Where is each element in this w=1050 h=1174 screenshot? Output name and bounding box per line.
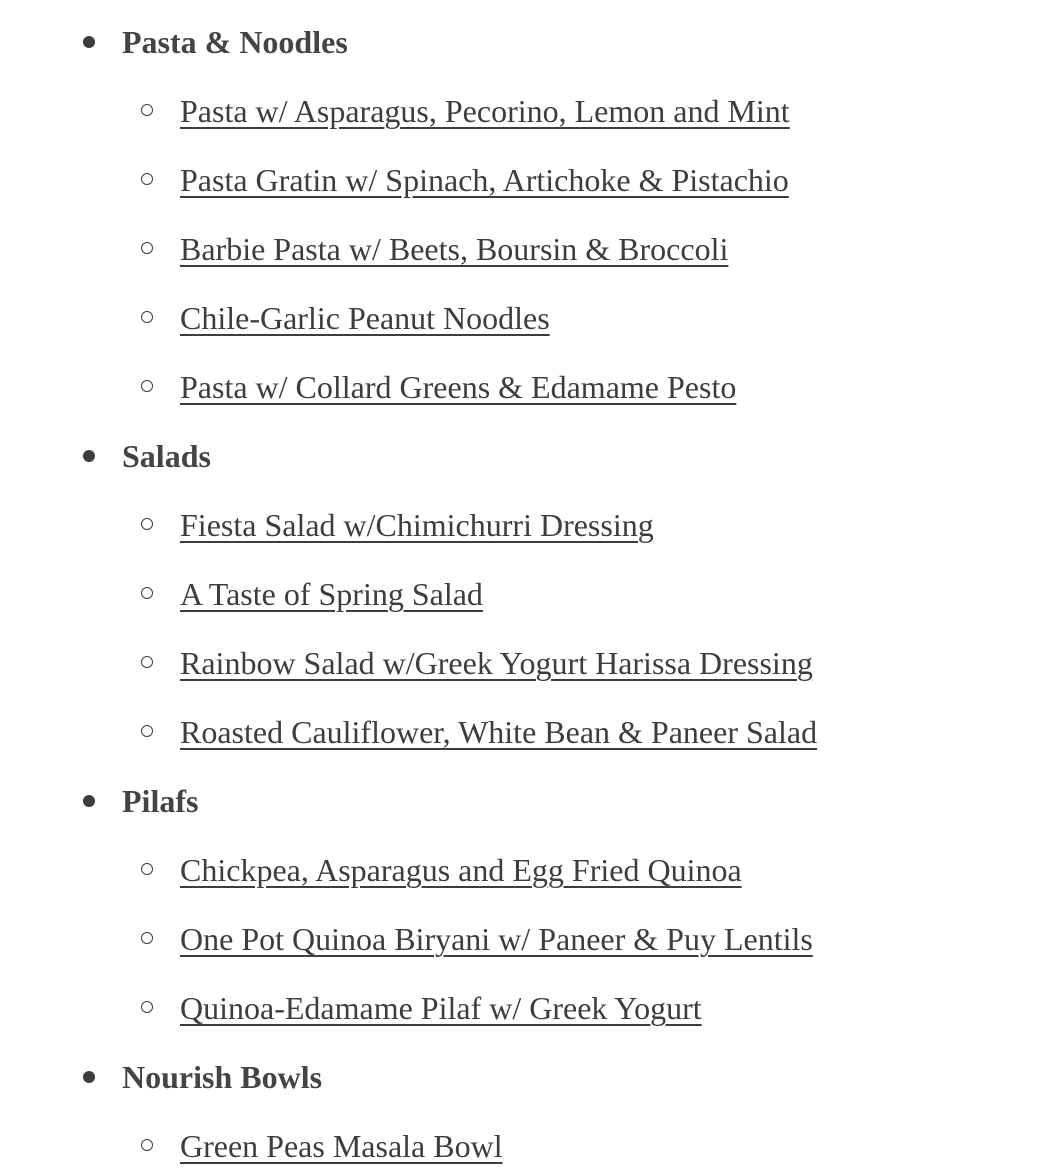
list-item — [0, 365, 1050, 434]
hollow-bullet-icon — [141, 173, 153, 185]
hollow-bullet-icon — [141, 242, 153, 254]
list-item — [0, 641, 1050, 710]
list-item — [0, 572, 1050, 641]
recipe-link[interactable]: Barbie Pasta w/ Beets, Boursin & Broccoli — [180, 231, 729, 267]
recipe-link[interactable]: Chickpea, Asparagus and Egg Fried Quinoa — [180, 852, 742, 888]
category-salads — [0, 434, 1050, 503]
recipe-link[interactable]: Rainbow Salad w/Greek Yogurt Harissa Dressing — [180, 645, 813, 681]
recipe-link[interactable]: Roasted Cauliflower, White Bean & Paneer Salad — [180, 714, 818, 750]
hollow-bullet-icon — [141, 932, 153, 944]
category-label: Nourish Bowls — [122, 1059, 323, 1095]
category-pasta-noodles — [0, 20, 1050, 89]
category-label: Pilafs — [122, 783, 199, 819]
hollow-bullet-icon — [141, 518, 153, 530]
recipe-link[interactable]: Pasta w/ Collard Greens & Edamame Pesto — [180, 369, 737, 405]
recipe-link[interactable]: Green Peas Masala Bowl — [180, 1128, 503, 1164]
recipe-link[interactable]: A Taste of Spring Salad — [180, 576, 483, 612]
hollow-bullet-icon — [141, 1139, 153, 1151]
hollow-bullet-icon — [141, 656, 153, 668]
category-label: Pasta & Noodles — [122, 24, 348, 60]
hollow-bullet-icon — [141, 725, 153, 737]
recipe-link[interactable]: One Pot Quinoa Biryani w/ Paneer & Puy Lentils — [180, 921, 813, 957]
list-item — [0, 848, 1050, 917]
recipe-link[interactable]: Quinoa-Edamame Pilaf w/ Greek Yogurt — [180, 990, 702, 1026]
hollow-bullet-icon — [141, 104, 153, 116]
hollow-bullet-icon — [141, 1001, 153, 1013]
list-item — [0, 710, 1050, 779]
category-pilafs — [0, 779, 1050, 848]
filled-bullet-icon — [83, 795, 95, 807]
recipe-link[interactable]: Chile-Garlic Peanut Noodles — [180, 300, 550, 336]
hollow-bullet-icon — [141, 380, 153, 392]
filled-bullet-icon — [83, 36, 95, 48]
list-item — [0, 1124, 1050, 1174]
list-item — [0, 986, 1050, 1055]
hollow-bullet-icon — [141, 863, 153, 875]
recipe-link[interactable]: Fiesta Salad w/Chimichurri Dressing — [180, 507, 654, 543]
list-item — [0, 296, 1050, 365]
hollow-bullet-icon — [141, 311, 153, 323]
hollow-bullet-icon — [141, 587, 153, 599]
list-item — [0, 89, 1050, 158]
list-item — [0, 917, 1050, 986]
recipe-link[interactable]: Pasta w/ Asparagus, Pecorino, Lemon and Mint — [180, 93, 790, 129]
category-label: Salads — [122, 438, 211, 474]
recipe-link[interactable]: Pasta Gratin w/ Spinach, Artichoke & Pistachio — [180, 162, 789, 198]
list-item — [0, 158, 1050, 227]
filled-bullet-icon — [83, 1071, 95, 1083]
list-item — [0, 227, 1050, 296]
list-item — [0, 503, 1050, 572]
category-nourish-bowls — [0, 1055, 1050, 1124]
filled-bullet-icon — [83, 450, 95, 462]
